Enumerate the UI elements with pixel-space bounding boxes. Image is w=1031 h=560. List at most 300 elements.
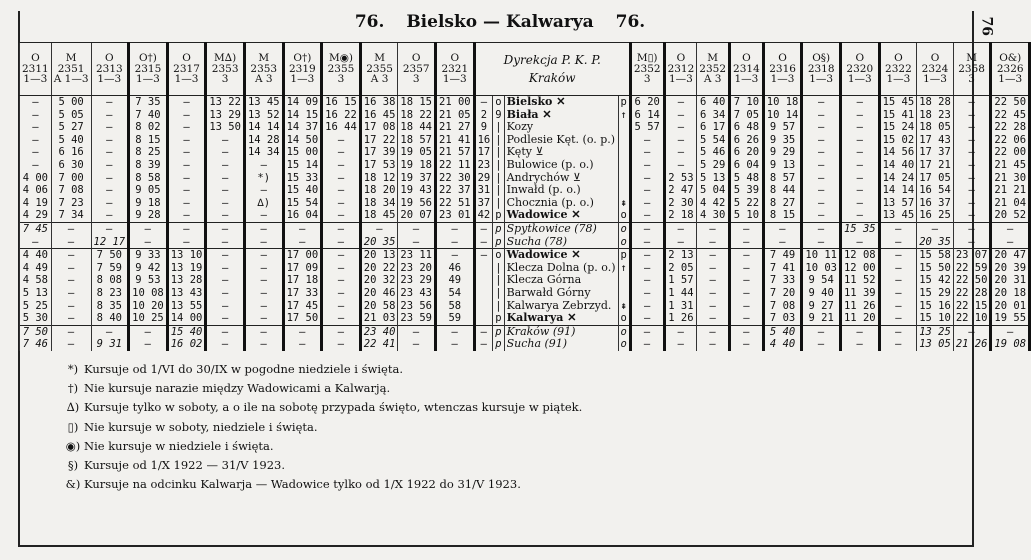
time-cell: 22 28 xyxy=(991,121,1030,134)
time-cell: 6 04 xyxy=(730,159,764,172)
train-header-2352 xyxy=(697,43,730,96)
time-cell: 13 50 xyxy=(206,121,245,134)
train-header-num: 2311 xyxy=(22,62,49,75)
time-cell: — xyxy=(167,184,206,197)
train-header-cls: 1—3 xyxy=(886,73,911,86)
table-row xyxy=(20,159,1030,172)
time-cell: 17 18 xyxy=(283,274,322,287)
time-cell: 22 00 xyxy=(991,146,1030,159)
train-header-2319 xyxy=(283,43,322,96)
time-cell: — xyxy=(802,146,841,159)
time-cell: — xyxy=(322,325,361,338)
train-header-cls: 1—3 xyxy=(290,73,315,86)
station-name: Kęty ⊻ xyxy=(504,146,618,159)
time-cell: 22 50 xyxy=(991,96,1030,109)
time-cell: 16 25 xyxy=(917,209,954,222)
station-name: Bielsko ✕ xyxy=(504,96,618,109)
time-cell: — xyxy=(991,236,1030,249)
station-name: Kalwarya Zebrzyd. xyxy=(504,300,618,313)
time-cell: — xyxy=(244,325,283,338)
time-cell: — xyxy=(436,325,475,338)
arrow-cell: ⇞ xyxy=(618,300,630,313)
time-cell: — xyxy=(244,222,283,235)
train-header-cls: A 3 xyxy=(370,73,389,86)
time-cell: — xyxy=(322,287,361,300)
time-cell: — xyxy=(283,325,322,338)
time-cell: — xyxy=(322,159,361,172)
time-cell: 19 05 xyxy=(398,146,436,159)
arrow-cell: o xyxy=(618,236,630,249)
time-cell: 46 xyxy=(436,262,475,275)
time-cell: 7 50 xyxy=(20,325,52,338)
train-header-2357 xyxy=(398,43,436,96)
train-header-num: 2352 xyxy=(699,62,727,75)
time-cell: — xyxy=(322,262,361,275)
time-cell: 15 16 xyxy=(917,300,954,313)
time-cell: 1 44 xyxy=(664,287,697,300)
time-cell: 20 22 xyxy=(360,262,398,275)
time-cell: — xyxy=(802,172,841,185)
arrow-cell xyxy=(618,159,630,172)
time-cell: — xyxy=(51,249,91,262)
time-cell: 21 03 xyxy=(360,312,398,325)
time-cell: — xyxy=(697,262,730,275)
time-cell: 8 23 xyxy=(91,287,129,300)
time-cell: 14 14 xyxy=(879,184,917,197)
km-cell: — xyxy=(474,325,493,338)
time-cell: 18 15 xyxy=(398,96,436,109)
time-cell: 13 19 xyxy=(167,262,206,275)
time-cell: — xyxy=(991,222,1030,235)
time-cell: — xyxy=(763,222,802,235)
time-cell: — xyxy=(206,209,245,222)
time-cell: — xyxy=(630,325,664,338)
time-cell: 6 48 xyxy=(730,121,764,134)
train-header-sym: M xyxy=(707,52,719,65)
train-header-sym: O xyxy=(411,52,421,65)
time-cell: — xyxy=(917,222,954,235)
time-cell: 6 16 xyxy=(51,146,91,159)
train-header-2315 xyxy=(129,43,168,96)
time-cell: 4 06 xyxy=(20,184,52,197)
train-header-num: 2319 xyxy=(289,62,316,75)
time-cell: — xyxy=(91,109,129,122)
footnote-text: Kursuje od 1/VI do 30/IX w pogodne niedziele i święta. xyxy=(84,362,403,376)
time-cell: 7 40 xyxy=(129,109,168,122)
time-cell: — xyxy=(802,197,841,210)
arrow-cell: | xyxy=(493,121,504,134)
time-cell: 9 18 xyxy=(129,197,168,210)
time-cell: 23 40 xyxy=(360,325,398,338)
train-header-num: 2355 xyxy=(366,62,393,75)
time-cell: — xyxy=(630,287,664,300)
time-cell: — xyxy=(436,236,475,249)
time-cell: — xyxy=(206,300,245,313)
station-name: Biała ✕ xyxy=(504,109,618,122)
time-cell: 7 08 xyxy=(763,300,802,313)
time-cell: — xyxy=(206,325,245,338)
time-cell: 10 25 xyxy=(129,312,168,325)
train-header-num: 2353 xyxy=(211,62,239,75)
train-header-cls: 1—3 xyxy=(23,73,48,86)
time-cell: — xyxy=(630,197,664,210)
footnotes xyxy=(62,360,582,494)
station-name: Wadowice ✕ xyxy=(504,249,618,262)
time-cell: — xyxy=(697,312,730,325)
train-header-num: 2320 xyxy=(846,62,874,75)
time-cell: 5 22 xyxy=(730,197,764,210)
title-number-left: 76. xyxy=(354,12,385,32)
time-cell: — xyxy=(730,236,764,249)
arrow-cell: p xyxy=(493,236,504,249)
train-header-sym: O xyxy=(105,52,114,65)
time-cell: — xyxy=(730,262,764,275)
time-cell: 20 35 xyxy=(360,236,398,249)
time-cell: 23 20 xyxy=(398,262,436,275)
time-cell: 8 15 xyxy=(129,134,168,147)
time-cell: 22 30 xyxy=(436,172,475,185)
footnote-symbol: ◉) xyxy=(65,438,81,453)
time-cell: — xyxy=(879,262,917,275)
time-cell: — xyxy=(360,222,398,235)
time-cell: 20 39 xyxy=(991,262,1030,275)
time-cell: — xyxy=(630,300,664,313)
station-name: Klecza Dolna (p. o.) xyxy=(504,262,618,275)
station-name: Andrychów ⊻ xyxy=(504,172,618,185)
time-cell: — xyxy=(840,184,879,197)
time-cell: 10 18 xyxy=(763,96,802,109)
time-cell: — xyxy=(167,236,206,249)
time-cell: 14 14 xyxy=(244,121,283,134)
time-cell: — xyxy=(436,338,475,351)
time-cell: 5 46 xyxy=(697,146,730,159)
time-cell: 10 14 xyxy=(763,109,802,122)
km-cell xyxy=(474,262,493,275)
train-header-cls: 1—3 xyxy=(442,73,467,86)
time-cell: 8 25 xyxy=(129,146,168,159)
time-cell: 5 40 xyxy=(51,134,91,147)
time-cell: — xyxy=(436,222,475,235)
time-cell: 5 29 xyxy=(697,159,730,172)
footnote-text: Kursuje tylko w soboty, a o ile na sobotę przypada święto, wtenczas kursuje w piątek. xyxy=(84,400,583,415)
train-header-2318 xyxy=(802,43,841,96)
time-cell: 17 22 xyxy=(360,134,398,147)
time-cell: 11 52 xyxy=(840,274,879,287)
time-cell: — xyxy=(206,236,245,249)
time-cell: — xyxy=(630,209,664,222)
time-cell: 16 38 xyxy=(360,96,398,109)
time-cell: — xyxy=(697,287,730,300)
time-cell: — xyxy=(206,172,245,185)
train-header-num: 2355 xyxy=(327,62,355,75)
time-cell: 19 55 xyxy=(991,312,1030,325)
time-cell: 8 57 xyxy=(763,172,802,185)
train-header-2355 xyxy=(360,43,398,96)
time-cell: 1 26 xyxy=(664,312,697,325)
time-cell: — xyxy=(730,300,764,313)
arrow-cell: p xyxy=(493,209,504,222)
time-cell: 23 56 xyxy=(398,300,436,313)
time-cell: 15 33 xyxy=(283,172,322,185)
time-cell: — xyxy=(840,325,879,338)
arrow-cell: | xyxy=(493,274,504,287)
time-cell: 7 50 xyxy=(91,249,129,262)
time-cell: 13 25 xyxy=(917,325,954,338)
arrow-cell xyxy=(618,146,630,159)
arrow-cell: | xyxy=(493,134,504,147)
km-cell: 9 xyxy=(474,121,493,134)
station-name: Spytkowice (78) xyxy=(504,222,618,235)
time-cell: 9 57 xyxy=(763,121,802,134)
train-header-2321 xyxy=(436,43,475,96)
time-cell: — xyxy=(51,222,91,235)
train-header-cls: 1—3 xyxy=(923,73,947,86)
time-cell: 5 13 xyxy=(20,287,52,300)
time-cell: 10 03 xyxy=(802,262,841,275)
station-name: Wadowice ✕ xyxy=(504,209,618,222)
time-cell: — xyxy=(630,262,664,275)
time-cell: 16 04 xyxy=(283,209,322,222)
time-cell: 7 33 xyxy=(763,274,802,287)
arrow-cell xyxy=(618,121,630,134)
table-row xyxy=(20,222,1030,235)
time-cell: — xyxy=(244,287,283,300)
time-cell: — xyxy=(322,209,361,222)
km-cell: — xyxy=(474,338,493,351)
time-cell: — xyxy=(879,287,917,300)
time-cell: — xyxy=(51,325,91,338)
time-cell: 9 13 xyxy=(763,159,802,172)
train-header-cls: A 3 xyxy=(703,73,722,86)
time-cell: 23 59 xyxy=(398,312,436,325)
time-cell: 9 42 xyxy=(129,262,168,275)
train-header-sym: O xyxy=(676,52,686,65)
arrow-cell xyxy=(618,172,630,185)
arrow-cell: o xyxy=(618,338,630,351)
time-cell: — xyxy=(802,209,841,222)
time-cell: 17 09 xyxy=(283,262,322,275)
time-cell: — xyxy=(206,274,245,287)
time-cell: 22 11 xyxy=(436,159,475,172)
time-cell: 13 10 xyxy=(167,249,206,262)
time-cell: — xyxy=(398,338,436,351)
time-cell: — xyxy=(167,134,206,147)
time-cell: — xyxy=(167,172,206,185)
time-cell: 13 52 xyxy=(244,109,283,122)
time-cell: 8 27 xyxy=(763,197,802,210)
km-cell: 31 xyxy=(474,184,493,197)
time-cell: 8 15 xyxy=(763,209,802,222)
time-cell: 17 45 xyxy=(283,300,322,313)
train-header-num: 2314 xyxy=(733,62,760,75)
train-header-num: 2318 xyxy=(807,62,835,75)
time-cell: 4 58 xyxy=(20,274,52,287)
arrow-cell: | xyxy=(493,172,504,185)
time-cell: — xyxy=(730,249,764,262)
time-cell: — xyxy=(879,325,917,338)
train-header-num: 2353 xyxy=(250,62,278,75)
time-cell: — xyxy=(206,287,245,300)
time-cell: — xyxy=(763,236,802,249)
time-cell: — xyxy=(879,312,917,325)
time-cell: — xyxy=(51,338,91,351)
time-cell: 1 31 xyxy=(664,300,697,313)
time-cell: 10 11 xyxy=(802,249,841,262)
time-cell: — xyxy=(91,209,129,222)
time-cell: 17 33 xyxy=(283,287,322,300)
train-header-sym: O§) xyxy=(812,52,831,65)
time-cell: 9 05 xyxy=(129,184,168,197)
time-cell: 4 00 xyxy=(20,172,52,185)
time-cell: 20 13 xyxy=(360,249,398,262)
time-cell: 15 00 xyxy=(283,146,322,159)
table-row xyxy=(20,184,1030,197)
time-cell: 13 05 xyxy=(917,338,954,351)
time-cell: — xyxy=(244,159,283,172)
time-cell: — xyxy=(20,236,52,249)
arrow-cell: p xyxy=(493,312,504,325)
time-cell: 23 07 xyxy=(953,249,991,262)
time-cell: 9 33 xyxy=(129,249,168,262)
km-cell: 16 xyxy=(474,134,493,147)
km-cell: 17 xyxy=(474,146,493,159)
time-cell: — xyxy=(664,96,697,109)
train-header-num: 2351 xyxy=(57,62,85,75)
time-cell: 5 00 xyxy=(51,96,91,109)
time-cell: — xyxy=(802,121,841,134)
time-cell: 11 26 xyxy=(840,300,879,313)
time-cell: — xyxy=(630,236,664,249)
time-cell: 13 45 xyxy=(879,209,917,222)
time-cell: — xyxy=(664,146,697,159)
time-cell: 12 17 xyxy=(91,236,129,249)
train-header-2314 xyxy=(730,43,764,96)
time-cell: 9 31 xyxy=(91,338,129,351)
time-cell: 7 10 xyxy=(730,96,764,109)
time-cell: 17 50 xyxy=(283,312,322,325)
train-header-cls: 3 xyxy=(221,73,229,86)
time-cell: — xyxy=(953,96,991,109)
train-header-sym: O xyxy=(930,52,940,65)
time-cell: — xyxy=(322,338,361,351)
time-cell: 17 05 xyxy=(917,172,954,185)
time-cell: 5 30 xyxy=(20,312,52,325)
station-name: Podlesie Kęt. (o. p.) xyxy=(504,134,618,147)
time-cell: — xyxy=(730,312,764,325)
time-cell: — xyxy=(630,159,664,172)
footnote-symbol: ∆) xyxy=(66,400,80,415)
time-cell: — xyxy=(322,236,361,249)
arrow-cell: | xyxy=(493,197,504,210)
time-cell: 16 37 xyxy=(917,197,954,210)
station-name: Bulowice (p. o.) xyxy=(504,159,618,172)
station-name: Kozy xyxy=(504,121,618,134)
time-cell: 4 49 xyxy=(20,262,52,275)
time-cell: 22 41 xyxy=(360,338,398,351)
time-cell: 14 24 xyxy=(879,172,917,185)
train-header-sym: O xyxy=(778,52,787,65)
time-cell: 20 18 xyxy=(991,287,1030,300)
arrow-cell: ↑ xyxy=(618,262,630,275)
arrow-cell: | xyxy=(493,262,504,275)
station-name: Chocznia (p. o.) xyxy=(504,197,618,210)
train-header-2358 xyxy=(953,43,991,96)
time-cell: 5 39 xyxy=(730,184,764,197)
time-cell: 21 00 xyxy=(436,96,475,109)
train-header-2311 xyxy=(20,43,52,96)
time-cell: 49 xyxy=(436,274,475,287)
time-cell: — xyxy=(167,96,206,109)
time-cell: 8 02 xyxy=(129,121,168,134)
arrow-cell xyxy=(618,274,630,287)
arrow-cell: o xyxy=(618,209,630,222)
time-cell: — xyxy=(244,262,283,275)
time-cell: 19 18 xyxy=(398,159,436,172)
time-cell: 9 29 xyxy=(763,146,802,159)
time-cell: 20 01 xyxy=(991,300,1030,313)
time-cell: — xyxy=(206,146,245,159)
time-cell: 18 28 xyxy=(917,96,954,109)
time-cell: 7 03 xyxy=(763,312,802,325)
time-cell: — xyxy=(730,338,764,351)
train-header-num: 2324 xyxy=(921,62,949,75)
time-cell: — xyxy=(322,184,361,197)
train-header-num: 2312 xyxy=(667,62,695,75)
train-header-num: 2321 xyxy=(441,62,469,75)
km-cell: 2 xyxy=(474,109,493,122)
time-cell: — xyxy=(953,325,991,338)
time-cell: 8 08 xyxy=(91,274,129,287)
arrow-cell: | xyxy=(493,300,504,313)
station-name: Kalwarya ✕ xyxy=(504,312,618,325)
table-row xyxy=(20,287,1030,300)
table-row xyxy=(20,96,1030,109)
arrow-cell: p xyxy=(618,249,630,262)
time-cell: — xyxy=(91,222,129,235)
time-cell: 6 40 xyxy=(697,96,730,109)
time-cell: — xyxy=(51,287,91,300)
footnote xyxy=(62,437,582,456)
km-cell xyxy=(474,287,493,300)
time-cell: 15 41 xyxy=(879,109,917,122)
station-name: Barwałd Górny xyxy=(504,287,618,300)
time-cell: 17 00 xyxy=(283,249,322,262)
time-cell: — xyxy=(206,312,245,325)
train-header-sym: M∆) xyxy=(214,52,237,65)
time-cell: — xyxy=(697,300,730,313)
time-cell: — xyxy=(322,249,361,262)
time-cell: — xyxy=(91,146,129,159)
time-cell: — xyxy=(802,109,841,122)
train-header-sym: M xyxy=(258,52,270,65)
timetable-body xyxy=(20,96,1030,351)
time-cell: 17 37 xyxy=(917,146,954,159)
time-cell: — xyxy=(840,146,879,159)
train-header-2312 xyxy=(664,43,697,96)
time-cell: 23 43 xyxy=(398,287,436,300)
footnote xyxy=(62,398,582,417)
time-cell: 22 28 xyxy=(953,287,991,300)
time-cell: 15 45 xyxy=(879,96,917,109)
train-header-cls: 3 xyxy=(643,73,651,86)
time-cell: — xyxy=(697,249,730,262)
time-cell: — xyxy=(697,325,730,338)
train-header-cls: 1—3 xyxy=(135,73,160,86)
time-cell: 20 52 xyxy=(991,209,1030,222)
time-cell: — xyxy=(953,159,991,172)
train-header-sym: O xyxy=(742,52,751,65)
time-cell: 6 30 xyxy=(51,159,91,172)
